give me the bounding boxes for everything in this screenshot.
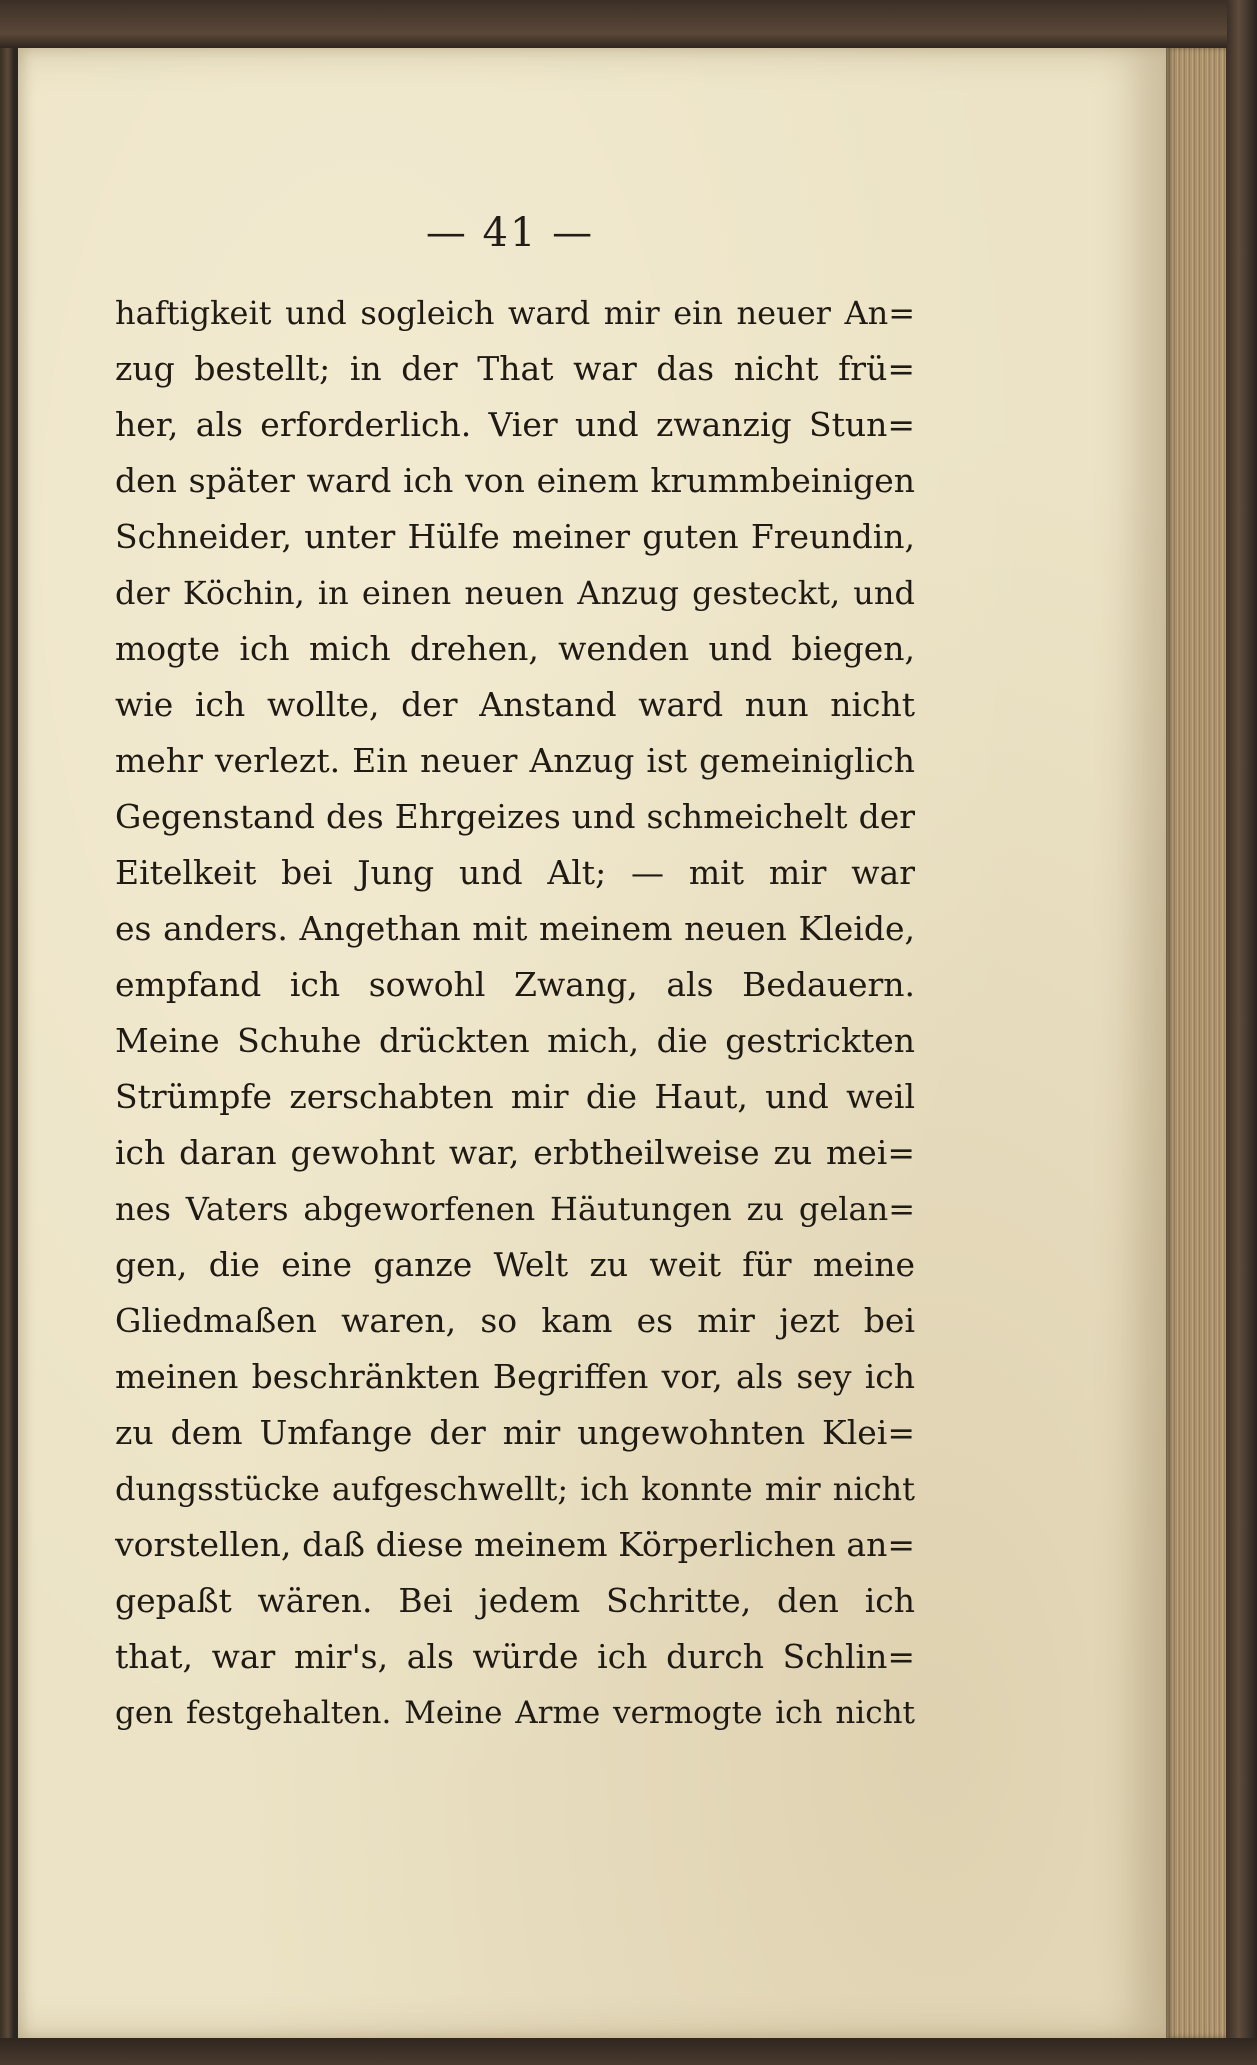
text-line: den später ward ich von einem krummbeinigen xyxy=(115,461,915,500)
book-cover-bottom xyxy=(0,2038,1257,2065)
book-cover-top xyxy=(0,0,1257,48)
body-text xyxy=(115,285,915,1741)
text-line: gen festgehalten. Meine Arme vermogte ich nicht xyxy=(115,1695,915,1731)
text-line: Meine Schuhe drückten mich, die gestrickten xyxy=(115,1021,915,1060)
text-line: meinen beschränkten Begriffen vor, als sey ich xyxy=(115,1357,915,1396)
text-line: empfand ich sowohl Zwang, als Bedauern. xyxy=(115,965,915,1004)
text-line: gepaßt wären. Bei jedem Schritte, den ich xyxy=(115,1581,915,1620)
text-line: wie ich wollte, der Anstand ward nun nicht xyxy=(115,685,915,724)
text-line: zu dem Umfange der mir ungewohnten Klei= xyxy=(115,1413,915,1452)
text-line: ich daran gewohnt war, erbtheilweise zu mei= xyxy=(115,1133,915,1172)
text-line: Eitelkeit bei Jung und Alt; — mit mir war xyxy=(115,853,915,892)
text-line: that, war mir's, als würde ich durch Schlin= xyxy=(115,1637,915,1676)
text-line: vorstellen, daß diese meinem Körperlichen an= xyxy=(115,1525,915,1564)
page-number-header: — 41 — xyxy=(425,210,595,256)
text-line: Gegenstand des Ehrgeizes und schmeichelt der xyxy=(115,797,915,836)
text-line: mogte ich mich drehen, wenden und biegen, xyxy=(115,629,915,668)
text-line: mehr verlezt. Ein neuer Anzug ist gemeiniglich xyxy=(115,741,915,780)
text-line: Gliedmaßen waren, so kam es mir jezt bei xyxy=(115,1301,915,1340)
text-line: haftigkeit und sogleich ward mir ein neuer An= xyxy=(115,294,915,332)
text-line: her, als erforderlich. Vier und zwanzig Stun= xyxy=(115,405,915,444)
text-line: zug bestellt; in der That war das nicht frü= xyxy=(115,349,915,388)
text-line: der Köchin, in einen neuen Anzug gesteckt, und xyxy=(115,574,915,612)
text-line: es anders. Angethan mit meinem neuen Kleide, xyxy=(115,909,915,948)
book-cover-right xyxy=(1227,0,1257,2065)
text-line: gen, die eine ganze Welt zu weit für meine xyxy=(115,1245,915,1284)
text-line: Strümpfe zerschabten mir die Haut, und weil xyxy=(115,1077,915,1116)
text-line: nes Vaters abgeworfenen Häutungen zu gelan= xyxy=(115,1190,915,1228)
text-line: dungsstücke aufgeschwellt; ich konnte mir nicht xyxy=(115,1470,915,1508)
text-line: Schneider, unter Hülfe meiner guten Freundin, xyxy=(115,517,915,556)
